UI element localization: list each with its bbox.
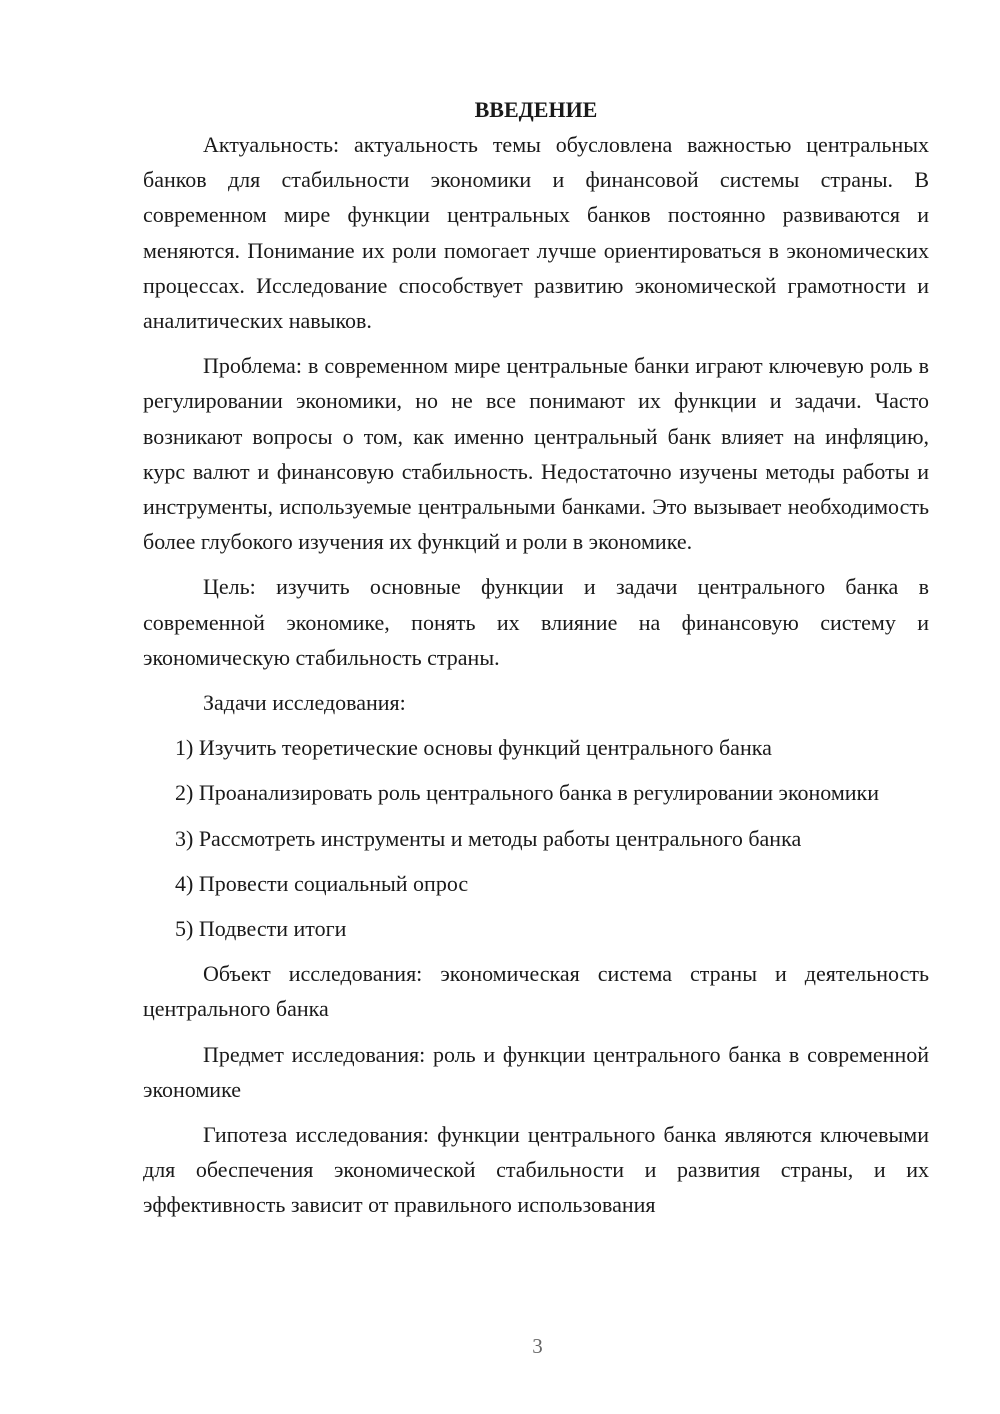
paragraph-goal: Цель: изучить основные функции и задачи центрального банка в современной экономике, понять их влияние на финансовую систему и экономическую стабильность страны.: [143, 574, 929, 670]
paragraph-problem: Проблема: в современном мире центральные банки играют ключевую роль в регулировании экономики, но не все понимают их функции и задачи. Часто возникают вопросы о том, как именно центральный банк влияет на инфляцию, курс валют и финансовую стабильность. Недостаточно изучены методы работы и инструменты, используемые центральными банками. Это вызывает необходимость более глубокого изучения их функций и роли в экономике.: [143, 353, 929, 555]
document-page: [143, 92, 929, 1223]
task-item-5: 5) Подвести итоги: [175, 916, 347, 942]
task-item-3: 3) Рассмотреть инструменты и методы работы центрального банка: [175, 825, 802, 851]
task-item-4: 4) Провести социальный опрос: [175, 870, 469, 896]
paragraph-hypothesis: Гипотеза исследования: функции центрального банка являются ключевыми для обеспечения экономической стабильности и развития страны, и их эффективность зависит от правильного использования: [143, 1122, 929, 1218]
task-item-2: 2) Проанализировать роль центрального банка в регулировании экономики: [175, 780, 880, 806]
tasks-title: Задачи исследования:: [203, 690, 406, 716]
task-item-1: 1) Изучить теоретические основы функций центрального банка: [175, 735, 772, 761]
section-heading: ВВЕДЕНИЕ: [474, 97, 598, 122]
paragraph-relevance: Актуальность: актуальность темы обусловлена важностью центральных банков для стабильности экономики и финансовой системы страны. В современном мире функции центральных банков постоянно развиваются и меняются. Понимание их роли помогает лучше ориентироваться в экономических процессах. Исследование способствует развитию экономической грамотности и аналитических навыков.: [143, 132, 929, 334]
page-number: 3: [532, 1334, 543, 1358]
paragraph-object: Объект исследования: экономическая система страны и деятельность центрального банка: [143, 961, 929, 1022]
paragraph-subject: Предмет исследования: роль и функции центрального банка в современной экономике: [143, 1041, 929, 1102]
